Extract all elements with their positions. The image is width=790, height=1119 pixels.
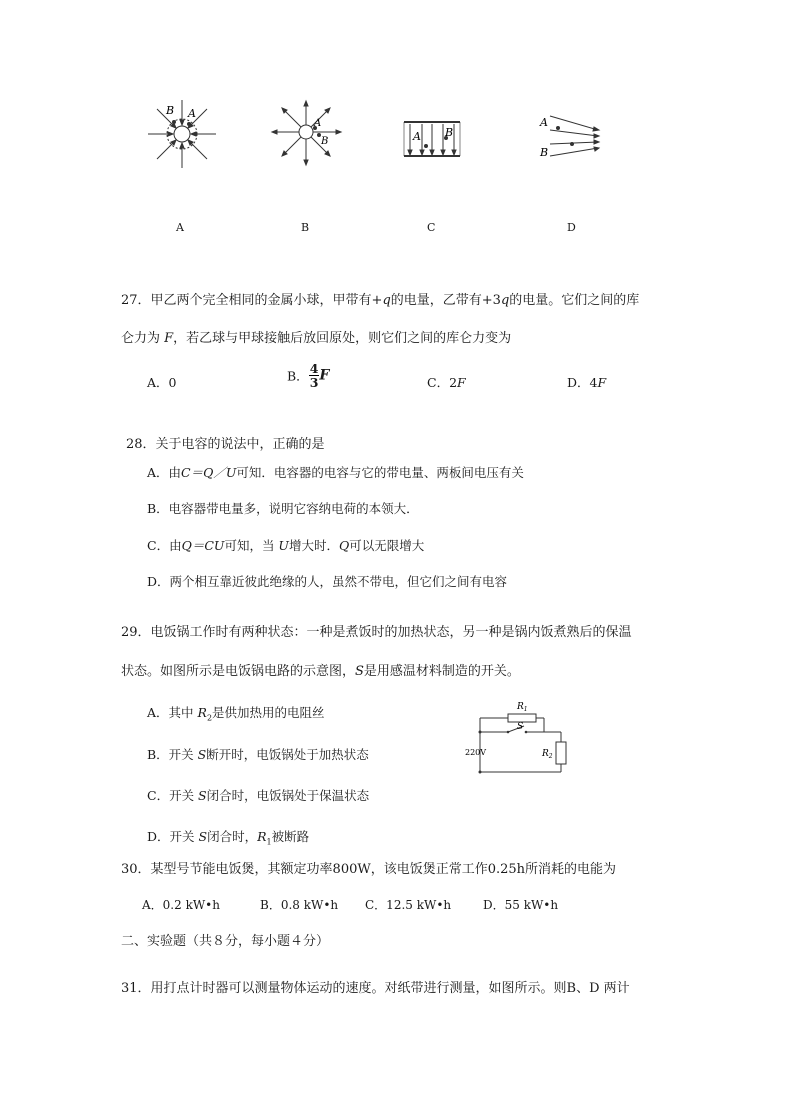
q28-option-c[interactable]: C．由Q＝CU可知，当 U增大时．Q可以无限增大 bbox=[147, 538, 425, 553]
q30-option-d[interactable]: D．55 kW•h bbox=[483, 898, 559, 912]
section-heading: 二、实验题（共８分，每小题４分） bbox=[121, 934, 330, 949]
figure-c-label-a: A bbox=[413, 130, 421, 143]
q30-option-a[interactable]: A．0.2 kW•h bbox=[142, 898, 220, 912]
q29-line-2: 状态。如图所示是电饭锅电路的示意图，S是用感温材料制造的开关。 bbox=[121, 664, 520, 679]
q30-option-c[interactable]: C．12.5 kW•h bbox=[365, 898, 452, 912]
figure-a-label-a: A bbox=[188, 107, 196, 120]
q27-line-1: 27．甲乙两个完全相同的金属小球，甲带有+q的电量，乙带有+3q的电量。它们之间的库 bbox=[121, 293, 640, 308]
q30-option-b[interactable]: B．0.8 kW•h bbox=[260, 898, 339, 912]
q30-stem: 30．某型号节能电饭煲，其额定功率800W，该电饭煲正常工作0.25h所消耗的电能为 bbox=[121, 862, 617, 877]
figure-b-label-b: B bbox=[321, 136, 329, 147]
q29-line-1: 29．电饭锅工作时有两种状态：一种是煮饭时的加热状态，另一种是锅内饭煮熟后的保温 bbox=[121, 625, 632, 640]
q27-line-2: 仑力为 F，若乙球与甲球接触后放回原处，则它们之间的库仑力变为 bbox=[121, 331, 512, 346]
q29-option-c[interactable]: C．开关 S闭合时，电饭锅处于保温状态 bbox=[147, 788, 370, 803]
q28-option-a[interactable]: A．由C＝Q／U可知．电容器的电容与它的带电量、两板间电压有关 bbox=[147, 465, 524, 480]
q27-number: 27． bbox=[121, 293, 151, 308]
q29-option-b[interactable]: B．开关 S断开时，电饭锅处于加热状态 bbox=[147, 747, 369, 762]
q27-option-c[interactable]: C．2F bbox=[427, 375, 466, 390]
q27-option-d[interactable]: D．4F bbox=[567, 375, 607, 390]
figure-b-label-a: A bbox=[314, 118, 322, 129]
q27-option-a[interactable]: A．0 bbox=[147, 375, 177, 390]
q28-stem: 28．关于电容的说法中，正确的是 bbox=[126, 437, 325, 452]
circuit-voltage-label: 220V bbox=[465, 748, 487, 757]
q31-stem: 31．用打点计时器可以测量物体运动的速度。对纸带进行测量，如图所示。则B、D 两计 bbox=[121, 981, 630, 996]
q27-option-b-fraction: $\frac{4}{3}$ bbox=[309, 361, 319, 390]
circuit-diagram bbox=[464, 696, 574, 778]
circuit-switch-label: S bbox=[517, 722, 524, 732]
q27-option-b[interactable]: B． $\frac{4}{3}$ F bbox=[287, 361, 330, 390]
figure-caption-b: B bbox=[301, 221, 310, 234]
figure-a-label-b: B bbox=[166, 104, 175, 117]
figure-d bbox=[536, 110, 606, 164]
q28-option-b[interactable]: B．电容器带电量多，说明它容纳电荷的本领大． bbox=[147, 501, 419, 516]
circuit-r1-label: $R_1$ bbox=[517, 702, 528, 713]
figure-b bbox=[268, 98, 344, 170]
figure-caption-a: A bbox=[176, 221, 184, 234]
figure-a bbox=[144, 98, 220, 170]
q29-option-d[interactable]: D．开关 S闭合时，$R_1$被断路 bbox=[147, 829, 310, 847]
figure-d-label-a: A bbox=[540, 116, 548, 129]
figure-c bbox=[402, 116, 462, 162]
q28-option-d[interactable]: D．两个相互靠近彼此绝缘的人，虽然不带电，但它们之间有电容 bbox=[147, 574, 508, 589]
circuit-r2-label: $R_2$ bbox=[542, 749, 553, 760]
figure-caption-d: D bbox=[567, 221, 576, 234]
figure-c-label-b: B bbox=[445, 126, 454, 139]
q29-option-a[interactable]: A．其中 $R_2$是供加热用的电阻丝 bbox=[147, 705, 325, 723]
figure-d-label-b: B bbox=[540, 146, 549, 159]
figure-caption-c: C bbox=[427, 221, 436, 234]
